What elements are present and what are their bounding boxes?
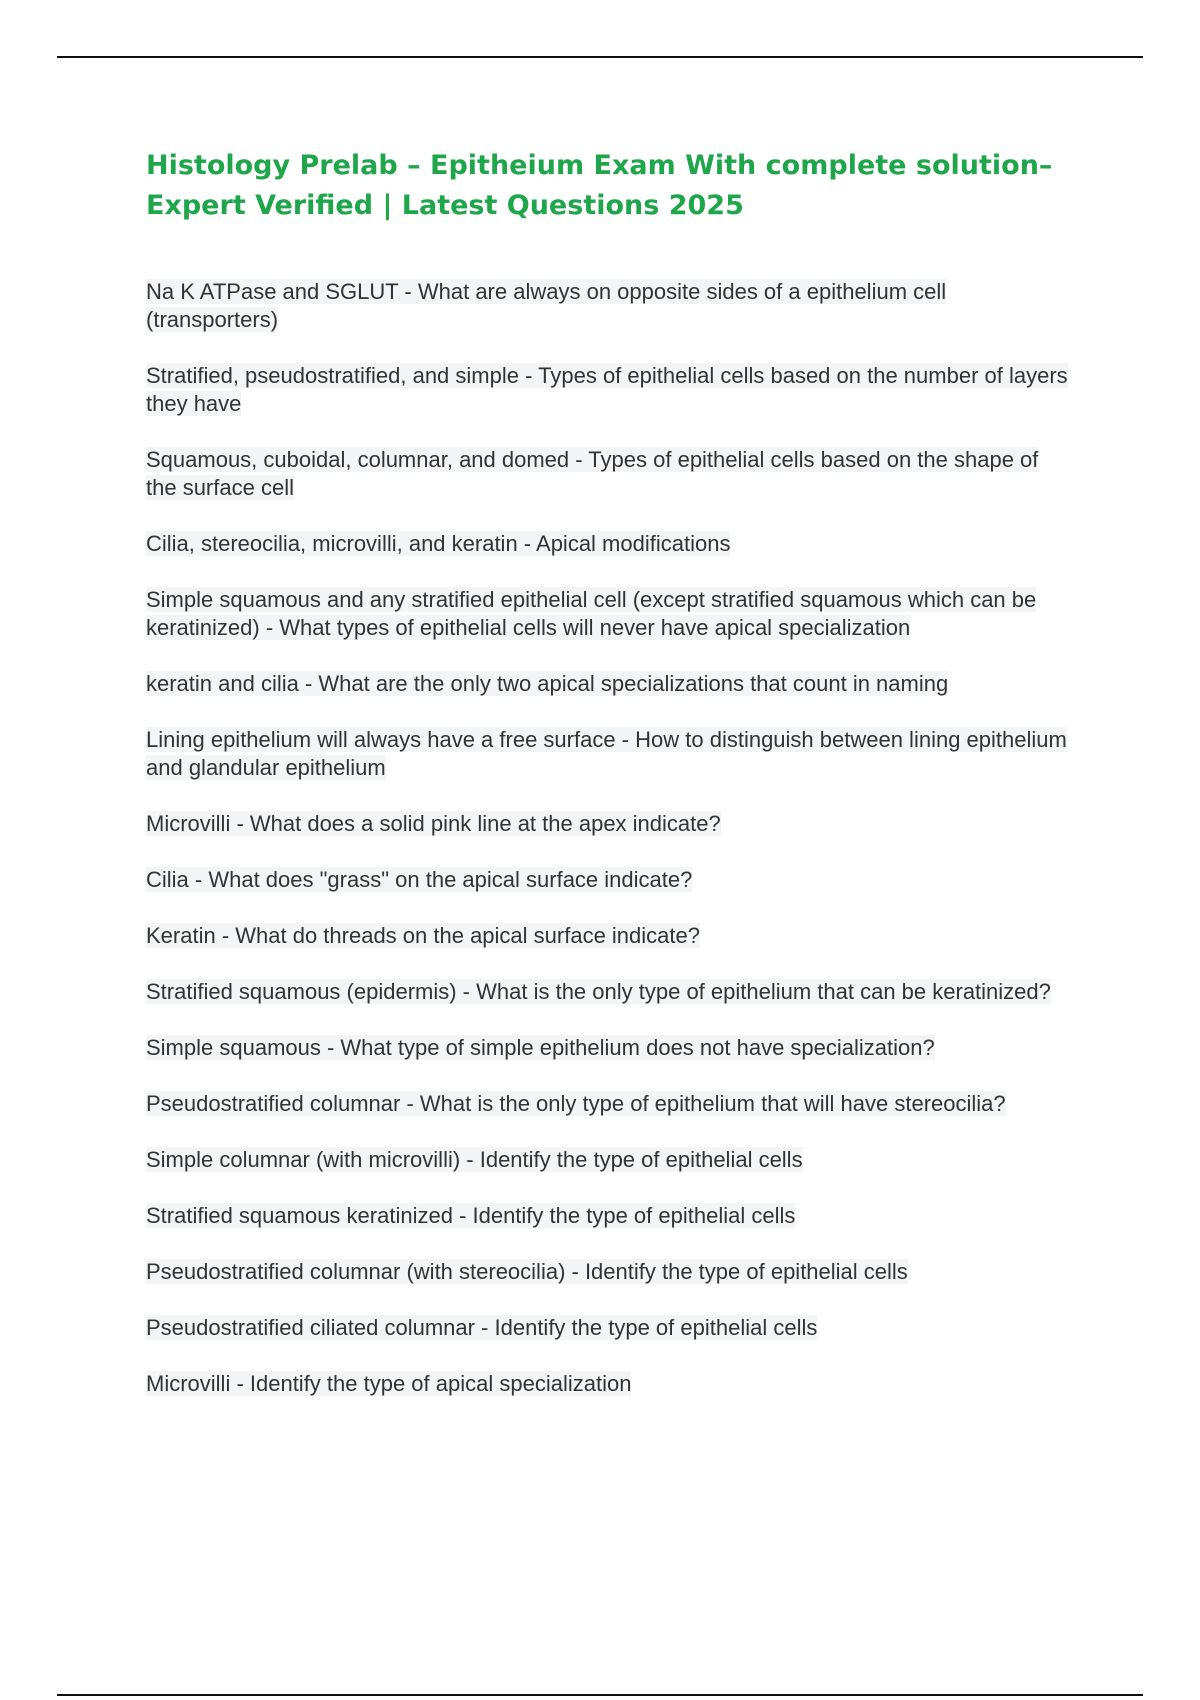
qa-item [146,670,1071,698]
qa-item [146,810,1071,838]
qa-text: Squamous, cuboidal, columnar, and domed - Types of epithelial cells based on the shape of the surface cell [146,447,1039,500]
qa-text: Simple squamous - What type of simple epithelium does not have specialization? [146,1035,935,1060]
qa-text: Microvilli - Identify the type of apical specialization [146,1371,632,1396]
qa-text: Cilia - What does "grass" on the apical surface indicate? [146,867,693,892]
qa-text: Lining epithelium will always have a free surface - How to distinguish between lining epithelium and glandular epithelium [146,727,1067,780]
qa-text: Pseudostratified columnar - What is the only type of epithelium that will have stereocilia? [146,1091,1006,1116]
qa-item [146,586,1071,642]
qa-text: keratin and cilia - What are the only two apical specializations that count in naming [146,671,949,696]
qa-item [146,1314,1071,1342]
qa-item [146,922,1071,950]
qa-text: Stratified squamous keratinized - Identify the type of epithelial cells [146,1203,796,1228]
qa-item [146,362,1071,418]
qa-item [146,278,1071,334]
qa-text: Pseudostratified columnar (with stereocilia) - Identify the type of epithelial cells [146,1259,908,1284]
qa-text: Na K ATPase and SGLUT - What are always on opposite sides of a epithelium cell (transporters) [146,279,947,332]
qa-item [146,1202,1071,1230]
bottom-rule [57,1694,1143,1696]
qa-item [146,1258,1071,1286]
qa-item [146,1034,1071,1062]
qa-item [146,866,1071,894]
qa-text: Microvilli - What does a solid pink line at the apex indicate? [146,811,721,836]
qa-text: Simple columnar (with microvilli) - Identify the type of epithelial cells [146,1147,803,1172]
qa-text: Stratified squamous (epidermis) - What is the only type of epithelium that can be keratinized? [146,979,1051,1004]
qa-text: Pseudostratified ciliated columnar - Identify the type of epithelial cells [146,1315,818,1340]
qa-item [146,1146,1071,1174]
qa-item [146,1370,1071,1398]
qa-item [146,978,1071,1006]
qa-text: Simple squamous and any stratified epithelial cell (except stratified squamous which can be keratinized) - What types of epithelial cells will never have apical specialization [146,587,1037,640]
qa-item [146,530,1071,558]
top-rule [57,56,1143,58]
qa-item [146,726,1071,782]
qa-text: Cilia, stereocilia, microvilli, and keratin - Apical modifications [146,531,731,556]
qa-text: Stratified, pseudostratified, and simple - Types of epithelial cells based on the number of layers they have [146,363,1068,416]
qa-list [146,278,1071,1426]
qa-item [146,446,1071,502]
qa-item [146,1090,1071,1118]
qa-text: Keratin - What do threads on the apical surface indicate? [146,923,700,948]
document-title: Histology Prelab – Epitheium Exam With complete solution– Expert Verified | Latest Questions 2025 [146,150,1053,221]
